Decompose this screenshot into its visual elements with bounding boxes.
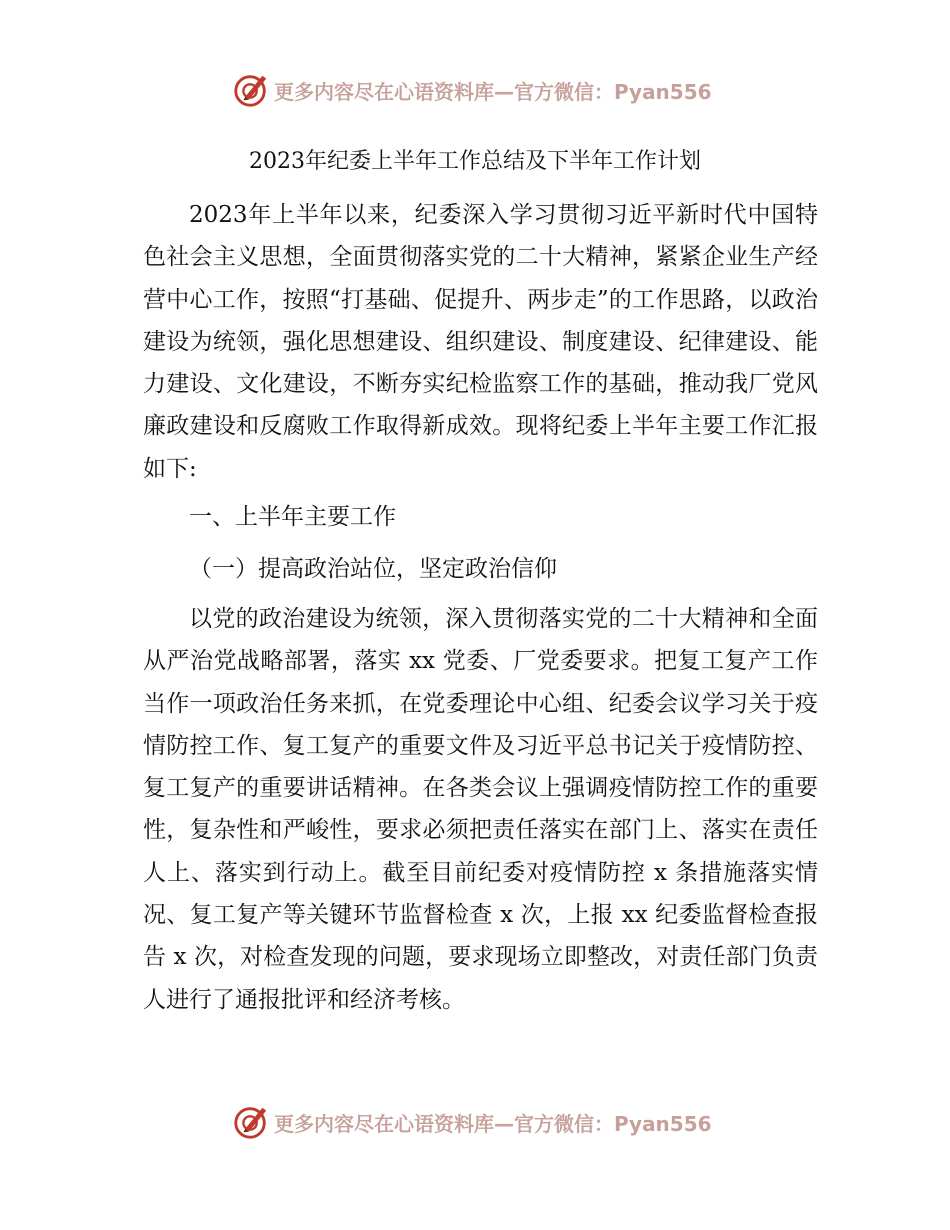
red-pen-seal-logo: [232, 1103, 270, 1141]
subsection-heading: （一）提高政治站位，坚定政治信仰: [189, 556, 557, 582]
intro-paragraph: 2023年上半年以来，纪委深入学习贯彻习近平新时代中国特色社会主义思想，全面贯彻落实党的二十大精神，紧紧企业生产经营中心工作，按照“打基础、促提升、两步走”的工作思路，以政治建设为统领，强化思想建设、组织建设、制度建设、纪律建设、能力建设、文化建设，不断夯实纪检监察工作的基础，推动我厂党风廉政建设和反腐败工作取得新成效。现将纪委上半年主要工作汇报如下:: [143, 202, 818, 482]
document-title: 2023年纪委上半年工作总结及下半年工作计划: [249, 149, 701, 174]
banner-text: 更多内容尽在心语资料库—官方微信：Pyan556: [274, 1111, 712, 1136]
header-banner: [232, 70, 712, 110]
footer-banner: [232, 1102, 712, 1142]
banner-text: 更多内容尽在心语资料库—官方微信：Pyan556: [274, 79, 712, 104]
red-pen-seal-logo: [232, 71, 270, 109]
body-paragraph: 以党的政治建设为统领，深入贯彻落实党的二十大精神和全面从严治党战略部署，落实 xx 党委、厂党委要求。把复工复产工作当作一项政治任务来抓，在党委理论中心组、纪委会议学习关于疫情防控工作、复工复产的重要文件及习近平总书记关于疫情防控、复工复产的重要讲话精神。在各类会议上强调疫情防控工作的重要性，复杂性和严峻性，要求必须把责任落实在部门上、落实在责任人上、落实到行动上。截至目前纪委对疫情防控 x 条措施落实情况、复工复产等关键环节监督检查 x 次，上报 xx 纪委监督检查报告 x 次，对检查发现的问题，要求现场立即整改，对责任部门负责人进行了通报批评和经济考核。: [143, 606, 818, 1013]
section-heading: 一、上半年主要工作: [189, 504, 396, 530]
